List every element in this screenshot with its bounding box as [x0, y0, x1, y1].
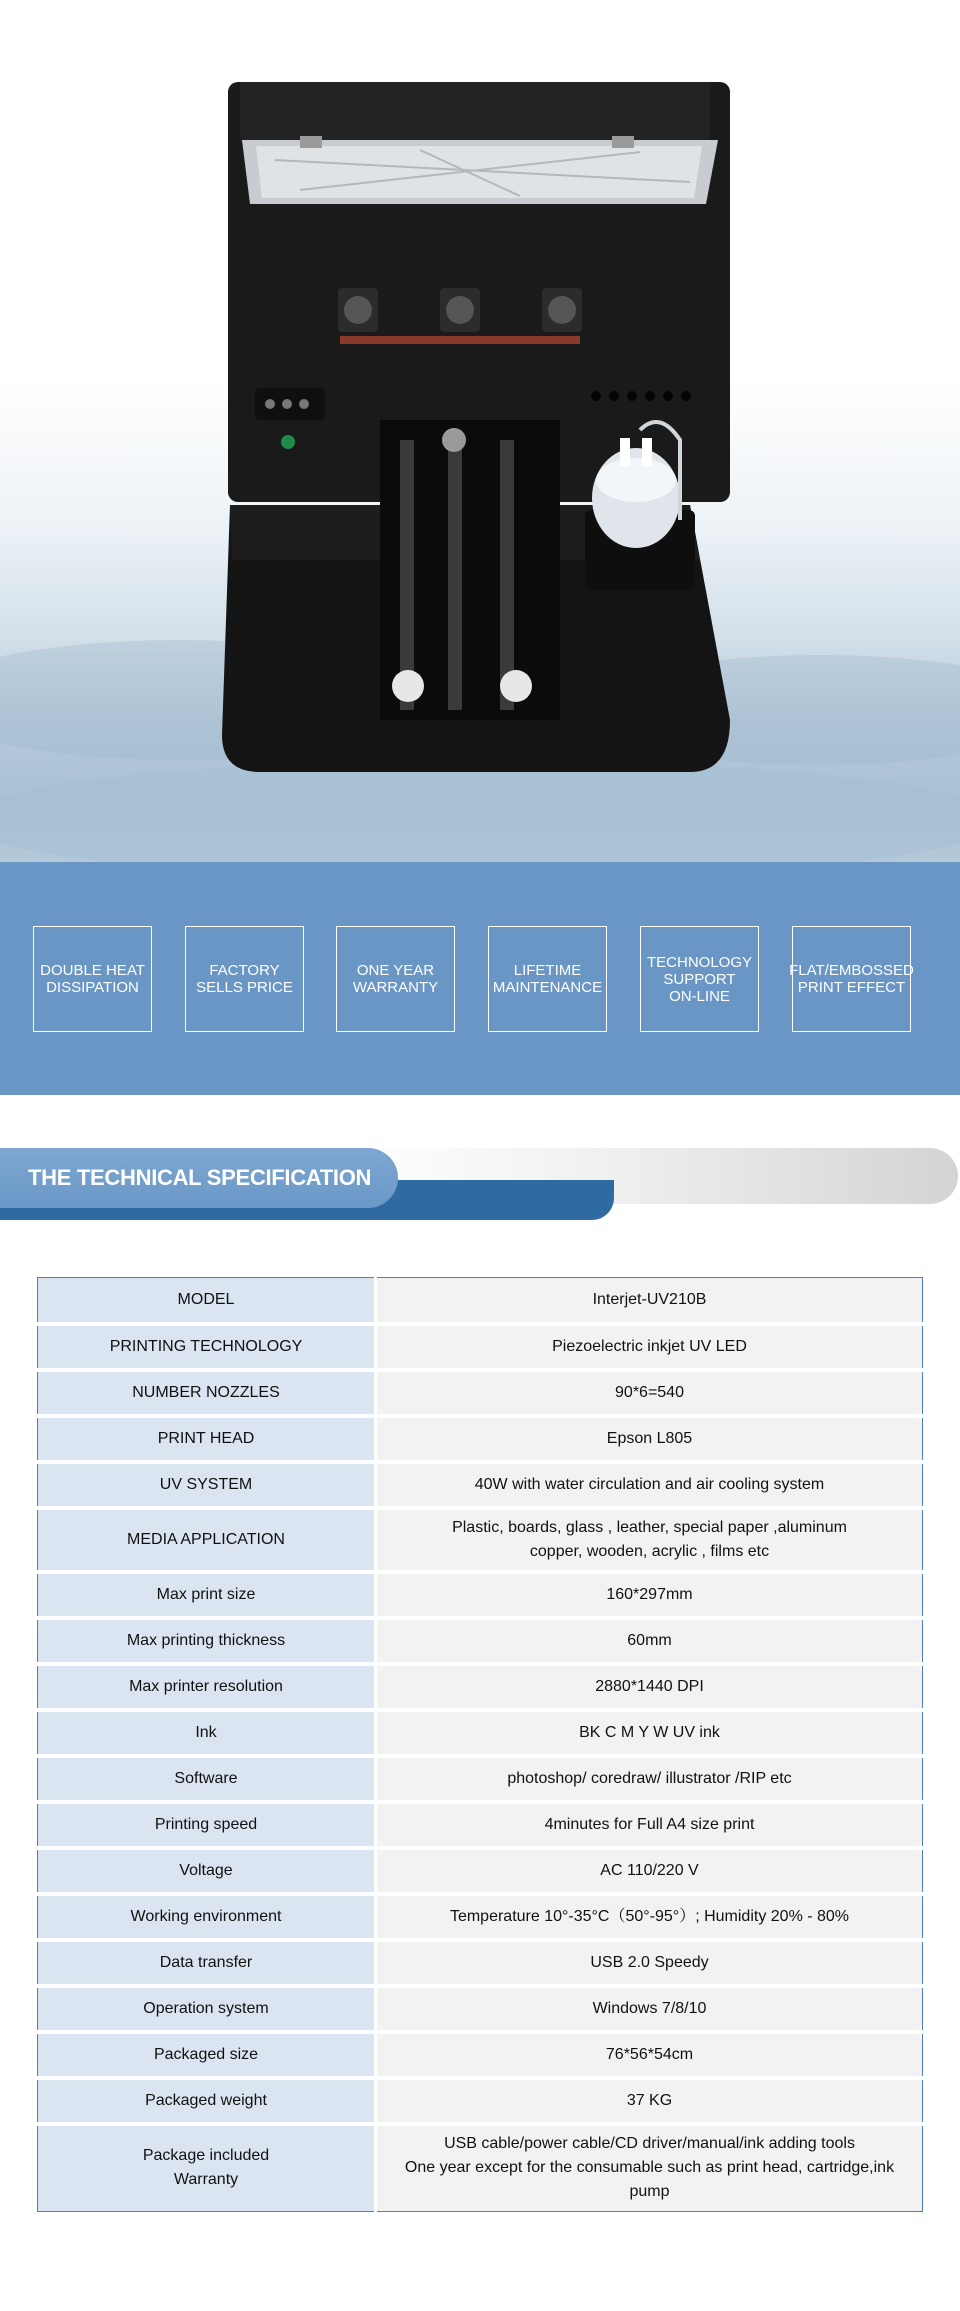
hero-product-photo	[0, 0, 960, 862]
spec-label: Operation system	[38, 1986, 376, 2032]
spec-value: Temperature 10°-35°C（50°-95°）; Humidity 20% - 80%	[376, 1894, 923, 1940]
spec-value: 76*56*54cm	[376, 2032, 923, 2078]
spec-value: 60mm	[376, 1618, 923, 1664]
spec-row	[38, 1618, 923, 1664]
spec-label: Max print size	[38, 1572, 376, 1618]
spec-label: Voltage	[38, 1848, 376, 1894]
spec-value: 90*6=540	[376, 1370, 923, 1416]
spec-row	[38, 2078, 923, 2124]
feature-technology-support: TECHNOLOGY SUPPORT ON-LINE	[640, 926, 759, 1032]
spec-value: 4minutes for Full A4 size print	[376, 1802, 923, 1848]
feature-band	[0, 862, 960, 1095]
spec-section-header	[0, 1140, 960, 1220]
spec-value: 40W with water circulation and air cooling system	[376, 1462, 923, 1508]
spec-row	[38, 1802, 923, 1848]
spec-label: Ink	[38, 1710, 376, 1756]
spec-row	[38, 1508, 923, 1572]
spec-row	[38, 1572, 923, 1618]
feature-factory-sells-price: FACTORY SELLS PRICE	[185, 926, 304, 1032]
spec-row	[38, 2032, 923, 2078]
spec-row	[38, 1986, 923, 2032]
spec-row	[38, 1848, 923, 1894]
spec-label: Max printing thickness	[38, 1618, 376, 1664]
spec-title: THE TECHNICAL SPECIFICATION	[0, 1148, 398, 1208]
spec-row	[38, 1324, 923, 1370]
spec-label: Printing speed	[38, 1802, 376, 1848]
spec-label: Data transfer	[38, 1940, 376, 1986]
spec-label: PRINT HEAD	[38, 1416, 376, 1462]
spec-label: MODEL	[38, 1278, 376, 1324]
spec-row	[38, 1416, 923, 1462]
spec-value: Epson L805	[376, 1416, 923, 1462]
spec-label: UV SYSTEM	[38, 1462, 376, 1508]
spec-row	[38, 1756, 923, 1802]
spec-row	[38, 1462, 923, 1508]
spec-label: Packaged size	[38, 2032, 376, 2078]
printer-illustration	[0, 0, 960, 862]
spec-label: Max printer resolution	[38, 1664, 376, 1710]
spec-label: Software	[38, 1756, 376, 1802]
spec-label: Working environment	[38, 1894, 376, 1940]
spec-label: Packaged weight	[38, 2078, 376, 2124]
spec-value: 2880*1440 DPI	[376, 1664, 923, 1710]
spec-label: PRINTING TECHNOLOGY	[38, 1324, 376, 1370]
spec-value: photoshop/ coredraw/ illustrator /RIP etc	[376, 1756, 923, 1802]
spec-value: AC 110/220 V	[376, 1848, 923, 1894]
spec-value: 160*297mm	[376, 1572, 923, 1618]
spec-label: Package included Warranty	[38, 2124, 376, 2212]
spec-row	[38, 1370, 923, 1416]
spec-value: BK C M Y W UV ink	[376, 1710, 923, 1756]
spec-row	[38, 1940, 923, 1986]
spec-value: USB 2.0 Speedy	[376, 1940, 923, 1986]
spec-value: USB cable/power cable/CD driver/manual/ink adding tools One year except for the consumable such as print head, cartridge,ink pump	[376, 2124, 923, 2212]
spec-row	[38, 2124, 923, 2212]
feature-lifetime-maintenance: LIFETIME MAINTENANCE	[488, 926, 607, 1032]
feature-one-year-warranty: ONE YEAR WARRANTY	[336, 926, 455, 1032]
spec-row	[38, 1710, 923, 1756]
spec-row	[38, 1894, 923, 1940]
spec-value: Piezoelectric inkjet UV LED	[376, 1324, 923, 1370]
spec-table	[37, 1277, 923, 2212]
spec-label: MEDIA APPLICATION	[38, 1508, 376, 1572]
feature-double-heat-dissipation: DOUBLE HEAT DISSIPATION	[33, 926, 152, 1032]
spec-row	[38, 1278, 923, 1324]
spec-row	[38, 1664, 923, 1710]
spec-value: Plastic, boards, glass , leather, special paper ,aluminum copper, wooden, acrylic , films etc	[376, 1508, 923, 1572]
feature-flat-embossed-print: FLAT/EMBOSSED PRINT EFFECT	[792, 926, 911, 1032]
spec-value: Interjet-UV210B	[376, 1278, 923, 1324]
spec-value: Windows 7/8/10	[376, 1986, 923, 2032]
spec-label: NUMBER NOZZLES	[38, 1370, 376, 1416]
spec-value: 37 KG	[376, 2078, 923, 2124]
